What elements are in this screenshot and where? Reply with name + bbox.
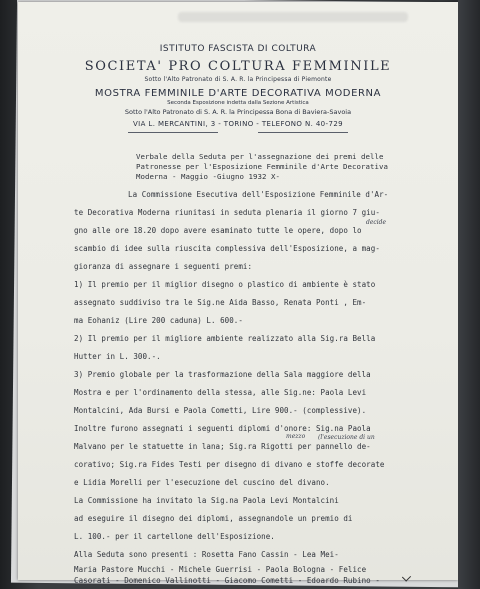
body-line-19: ad eseguire il disegno dei diplomi, assegnandole un premio di (74, 514, 353, 523)
body-line-13: Montalcini, Ada Bursi e Paola Cometti, Lire 900.- (complessive). (74, 406, 367, 415)
letterhead-exhibition-sub: Seconda Esposizione indetta dalla Sezione Artistica (167, 100, 309, 106)
letterhead-patronage-1: Sotto l'Alto Patronato di S. A. R. la Principessa di Piemonte (144, 76, 332, 83)
address-rule-left (128, 132, 218, 133)
body-line-16: corativo; Sig.ra Fides Testi per disegno di divano e stoffe decorate (74, 460, 385, 469)
body-line-12: Mostra e per l'ordinamento della stessa, alle Sig.ne: Paola Levi (74, 388, 367, 397)
address-rule-right (258, 132, 348, 133)
title-line-1: Verbale della Seduta per l'assegnazione dei premi delle (136, 152, 384, 161)
body-line-4: scambio di idee sulla riuscita complessiva dell'Esposizione, a mag- (74, 244, 380, 253)
body-line-10: Hutter in L. 300.-. (74, 352, 161, 361)
body-line-2: te Decorativa Moderna riunitasi in seduta plenaria il giorno 7 giu- (74, 208, 380, 217)
title-line-2: Patronesse per l'Esposizione Femminile d'Arte Decorativa (136, 162, 388, 171)
body-line-8: ma Eohaniz (Lire 200 caduna) L. 600.- (74, 316, 243, 325)
body-line-1: La Commissione Esecutiva dell'Esposizione Femminile d'Ar- (128, 190, 389, 199)
handwritten-small-note: mezzo (286, 433, 306, 440)
body-line-17: e Lidia Morelli per l'esecuzione del cuscino del divano. (74, 478, 330, 487)
document-page (18, 2, 458, 585)
title-line-3: Moderna - Maggio -Giugno 1932 X- (136, 172, 280, 181)
body-line-3: gno alle ore 18.20 dopo avere esaminato tutte le opere, dopo lo (74, 226, 362, 235)
handwritten-decide: decide (366, 219, 387, 226)
body-line-22: Maria Pastore Mucchi - Michele Guerrisi - Paola Bologna - Felice (74, 565, 367, 574)
body-line-21: Alla Seduta sono presenti : Rosetta Fano Cassin - Lea Mei- (74, 550, 339, 559)
letterhead-institute: ISTITUTO FASCISTA DI COLTURA (159, 44, 317, 54)
paper-stain (178, 12, 408, 22)
body-line-18: La Commissione ha invitato la Sig.na Paola Levi Montalcini (74, 496, 339, 505)
letterhead-exhibition: MOSTRA FEMMINILE D'ARTE DECORATIVA MODERNA (94, 88, 382, 99)
body-line-11: 3) Premio globale per la trasformazione della Sala maggiore della (74, 370, 371, 379)
body-line-7: assegnato suddiviso tra le Sig.ne Aida Basso, Renata Ponti , Em- (74, 298, 367, 307)
body-line-5: gioranza di assegnare i seguenti premi: (74, 262, 253, 271)
body-line-14: Inoltre furono assegnati i seguenti diplomi d'onore: Sig.na Paola (74, 424, 371, 433)
body-line-9: 2) Il premio per il migliore ambiente realizzato alla Sig.ra Bella (74, 334, 376, 343)
handwritten-margin-note: (l'esecuzione di un (318, 434, 375, 441)
letterhead-society: SOCIETA' PRO COLTURA FEMMINILE (84, 59, 392, 74)
letterhead-address: VIA L. MERCANTINI, 3 - TORINO - TELEFONO N. 40-729 (132, 120, 344, 128)
letterhead-patronage-2: Sotto l'Alto Patronato di S. A. R. la Principessa Bona di Baviera-Savoia (124, 108, 352, 116)
body-line-23: Casorati - Domenico Vallinotti - Giacomo Cometti - Edoardo Rubino - (74, 576, 380, 585)
right-edge-shadow (458, 0, 480, 589)
body-line-20: L. 100.- per il cartellone dell'Esposizione. (74, 532, 275, 541)
body-line-6: 1) Il premio per il miglior disegno o plastico di ambiente è stato (74, 280, 376, 289)
body-line-15: Malvano per le statuette in lana; Sig.ra Rigotti per pannello de- (74, 442, 371, 451)
